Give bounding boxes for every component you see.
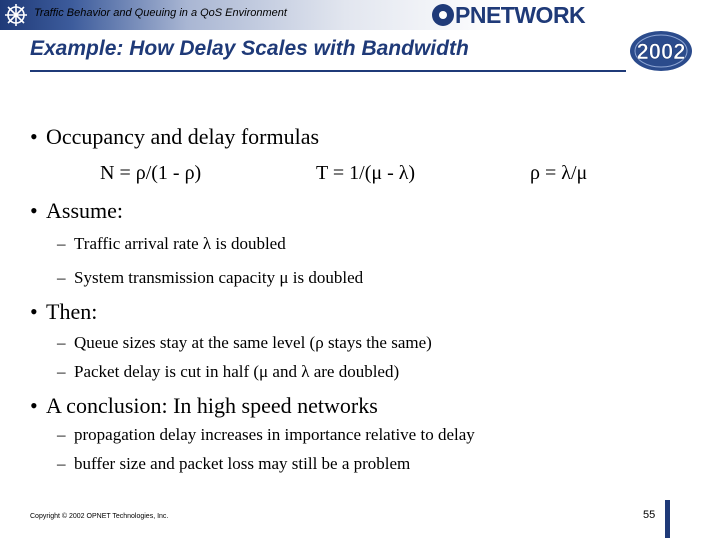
item-text: Queue sizes stay at the same level (ρ stays the same) [74, 333, 432, 352]
year-text: 2002 [636, 39, 686, 64]
page-marker-bar [665, 500, 670, 538]
page-number: 55 [643, 509, 656, 521]
dash-marker: – [57, 268, 66, 287]
bullet-formulas [30, 124, 319, 150]
logo-wordmark: PNETWORK [455, 2, 586, 28]
item-text: buffer size and packet loss may still be a problem [74, 454, 411, 473]
bullet-assume [30, 198, 123, 224]
logo-o-mark [432, 4, 454, 26]
opnetwork-logo [432, 2, 585, 28]
bullet-conclusion [30, 393, 378, 419]
dash-marker: – [57, 234, 66, 253]
assume-item-capacity [57, 268, 363, 288]
opnet-star-icon [2, 2, 30, 28]
item-text: System transmission capacity μ is doubled [74, 268, 364, 287]
bullet-text: A conclusion: In high speed networks [46, 393, 378, 418]
bullet-text: Then: [46, 299, 98, 324]
bullet-marker: • [30, 198, 38, 223]
presentation-title: Traffic Behavior and Queuing in a QoS Environment [34, 7, 287, 19]
title-underline [30, 70, 626, 72]
copyright-notice: Copyright © 2002 OPNET Technologies, Inc. [30, 513, 169, 520]
dash-marker: – [57, 454, 66, 473]
then-item-delay [57, 362, 399, 382]
conclusion-item-buffer [57, 454, 410, 474]
bullet-marker: • [30, 299, 38, 324]
year-2002-badge [629, 28, 693, 74]
assume-item-arrival [57, 234, 286, 254]
dash-marker: – [57, 333, 66, 352]
bullet-text: Occupancy and delay formulas [46, 124, 320, 149]
item-text: Packet delay is cut in half (μ and λ are doubled) [74, 362, 400, 381]
dash-marker: – [57, 425, 66, 444]
then-item-queue [57, 333, 432, 353]
dash-marker: – [57, 362, 66, 381]
slide-title: Example: How Delay Scales with Bandwidth [30, 37, 469, 60]
formula-delay: T = 1/(μ - λ) [316, 162, 416, 184]
formula-utilization: ρ = λ/μ [530, 162, 588, 184]
formula-occupancy: N = ρ/(1 - ρ) [100, 162, 202, 184]
item-text: propagation delay increases in importance relative to delay [74, 425, 475, 444]
bullet-marker: • [30, 124, 38, 149]
bullet-marker: • [30, 393, 38, 418]
bullet-then [30, 299, 97, 325]
conclusion-item-propagation [57, 425, 475, 445]
item-text: Traffic arrival rate λ is doubled [74, 234, 286, 253]
bullet-text: Assume: [46, 198, 123, 223]
